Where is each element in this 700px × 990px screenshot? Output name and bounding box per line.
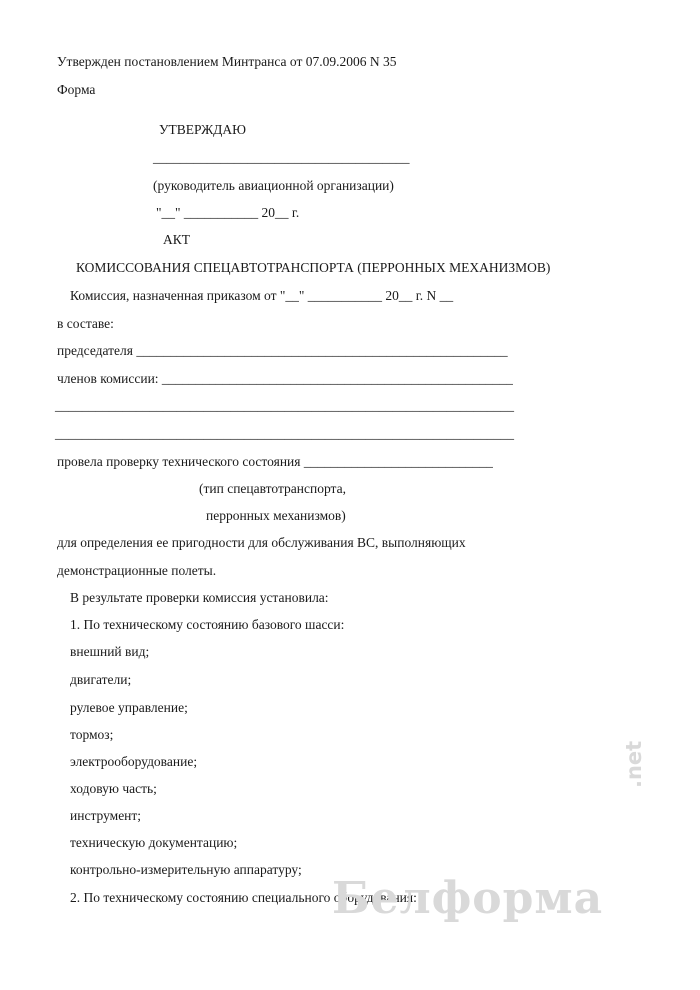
list-item: контрольно-измерительную аппаратуру; xyxy=(70,862,302,877)
list-item: двигатели; xyxy=(70,672,132,687)
section-1-heading: 1. По техническому состоянию базового шасси: xyxy=(70,617,345,632)
vehicle-type-caption-2: перронных механизмов) xyxy=(206,508,346,523)
signature-line: ______________________________________ xyxy=(153,150,410,165)
purpose-line-1: для определения ее пригодности для обслуживания ВС, выполняющих xyxy=(57,535,466,550)
commission-line: Комиссия, назначенная приказом от "__" ___________ 20__ г. N __ xyxy=(70,288,454,303)
act-title: АКТ xyxy=(163,232,190,247)
blank-line-2: ____________________________________________________________________ xyxy=(55,426,514,441)
vehicle-type-caption-1: (тип спецавтотранспорта, xyxy=(199,481,346,496)
list-item: тормоз; xyxy=(70,727,114,742)
result-intro: В результате проверки комиссия установила: xyxy=(70,590,329,605)
watermark-logo: Белформа xyxy=(332,873,604,924)
section-2-heading: 2. По техническому состоянию специального оборудования: xyxy=(70,890,417,905)
list-item: внешний вид; xyxy=(70,644,150,659)
list-item: инструмент; xyxy=(70,808,142,823)
approval-date-line: "__" ___________ 20__ г. xyxy=(156,205,300,220)
approval-reference: Утвержден постановлением Минтранса от 07.09.2006 N 35 xyxy=(57,54,397,69)
members-line: членов комиссии: ____________________________________________________ xyxy=(57,371,513,386)
composition-label: в составе: xyxy=(57,316,114,331)
list-item: ходовую часть; xyxy=(70,781,157,796)
blank-line-1: ____________________________________________________________________ xyxy=(55,398,514,413)
list-item: техническую документацию; xyxy=(70,835,238,850)
act-subtitle: КОМИССОВАНИЯ СПЕЦАВТОТРАНСПОРТА (ПЕРРОННЫХ МЕХАНИЗМОВ) xyxy=(76,260,551,275)
list-item: электрооборудование; xyxy=(70,754,198,769)
form-label: Форма xyxy=(57,82,96,97)
purpose-line-2: демонстрационные полеты. xyxy=(57,563,217,578)
inspection-line: провела проверку технического состояния ____________________________ xyxy=(57,454,493,469)
list-item: рулевое управление; xyxy=(70,700,188,715)
chairman-line: председателя _______________________________________________________ xyxy=(57,343,508,358)
watermark-suffix: .net xyxy=(622,740,646,788)
head-caption: (руководитель авиационной организации) xyxy=(153,178,394,193)
approve-heading: УТВЕРЖДАЮ xyxy=(159,122,247,137)
